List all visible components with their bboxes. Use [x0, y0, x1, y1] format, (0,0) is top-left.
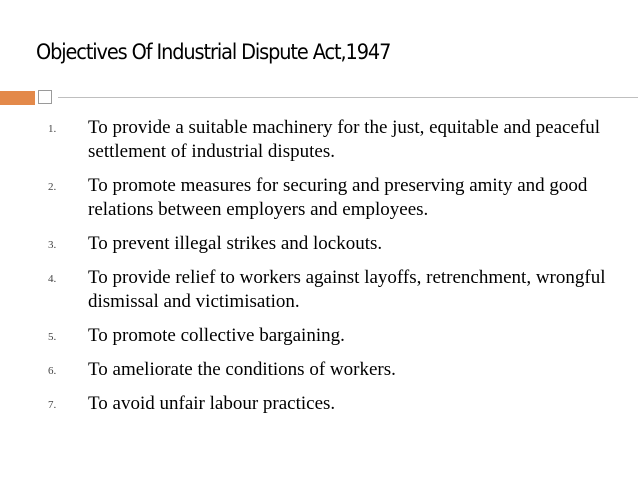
list-item-text: To avoid unfair labour practices. [88, 393, 336, 414]
list-item-text: To promote collective bargaining. [88, 325, 345, 346]
accent-square [0, 91, 35, 105]
accent-divider-line [58, 97, 638, 98]
list-item [48, 324, 608, 348]
list-item [48, 358, 608, 382]
list-item [48, 266, 608, 314]
list-item-number: 5. [48, 331, 57, 343]
list-item-number: 4. [48, 273, 57, 285]
slide-title: Objectives Of Industrial Dispute Act,1947 [36, 40, 391, 64]
objective-list [48, 116, 608, 426]
accent-box [38, 90, 52, 104]
list-item-text: To prevent illegal strikes and lockouts. [88, 233, 383, 254]
list-item-number: 7. [48, 399, 57, 411]
list-item-text: To provide relief to workers against layoffs, retrenchment, wrongful dismissal and victimisation. [88, 267, 606, 312]
list-item [48, 232, 608, 256]
list-item-text: To promote measures for securing and preserving amity and good relations between employers and employees. [88, 175, 588, 220]
list-item-number: 1. [48, 123, 57, 135]
list-item-text: To provide a suitable machinery for the just, equitable and peaceful settlement of industrial disputes. [88, 117, 601, 162]
list-item [48, 116, 608, 164]
list-item-number: 2. [48, 181, 57, 193]
list-item [48, 392, 608, 416]
list-item-text: To ameliorate the conditions of workers. [88, 359, 396, 380]
list-item-number: 6. [48, 365, 57, 377]
list-item [48, 174, 608, 222]
list-item-number: 3. [48, 239, 57, 251]
